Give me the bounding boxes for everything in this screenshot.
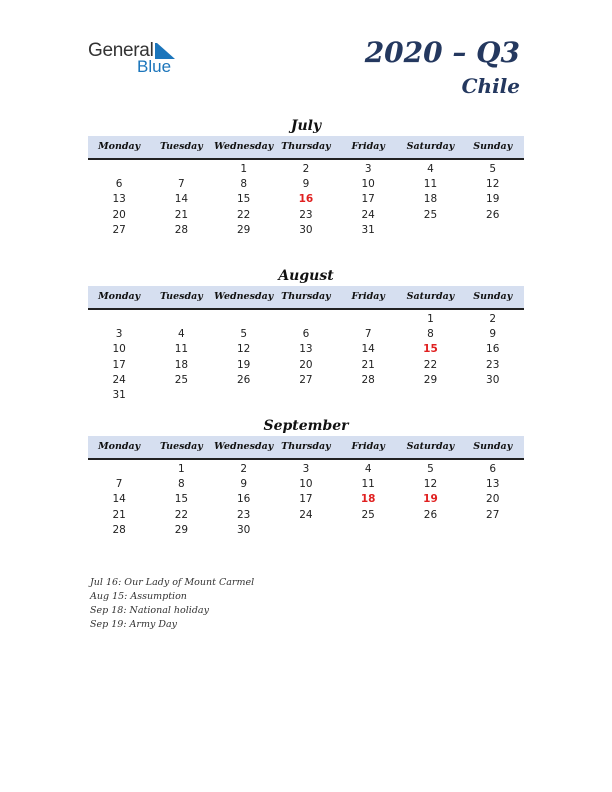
day-cell: 9 — [489, 328, 497, 341]
day-cell: 30 — [486, 373, 500, 386]
weekday-label: Tuesday — [159, 291, 203, 302]
week-row — [88, 523, 524, 538]
week-row — [88, 312, 524, 327]
day-cell — [399, 223, 461, 238]
day-cell: 19 — [236, 358, 251, 371]
day-cell: 3 — [302, 463, 310, 475]
day-cell: 24 — [112, 373, 126, 386]
day-cell: 16 — [236, 493, 251, 506]
holiday-day-cell: 16 — [298, 193, 314, 206]
day-cell: 25 — [174, 373, 189, 386]
weekday-label: Thursday — [281, 291, 331, 302]
weekday-label: Friday — [351, 141, 385, 152]
day-cell: 7 — [115, 478, 123, 491]
holiday-note: Sep 19: Army Day — [90, 619, 177, 630]
day-cell: 28 — [174, 223, 189, 236]
day-cell: 1 — [427, 313, 434, 325]
day-cell: 8 — [427, 328, 434, 341]
day-cell: 22 — [236, 208, 251, 221]
day-cell: 12 — [486, 178, 500, 191]
day-cell: 14 — [174, 193, 189, 206]
day-cell: 10 — [112, 343, 126, 356]
day-cell: 26 — [236, 373, 251, 386]
day-cell: 13 — [299, 343, 313, 356]
weekday-label: Sunday — [473, 291, 513, 302]
day-cell: 29 — [236, 223, 251, 236]
day-cell: 17 — [112, 358, 126, 371]
day-cell: 9 — [240, 478, 247, 491]
holiday-day-cell: 15 — [423, 343, 438, 356]
day-cell — [337, 388, 399, 403]
week-row — [88, 373, 524, 388]
weekday-header — [88, 136, 524, 160]
holiday-note: Jul 16: Our Lady of Mount Carmel — [90, 577, 255, 588]
week-row — [88, 342, 524, 357]
weekday-label: Friday — [351, 441, 385, 452]
day-cell: 28 — [361, 373, 375, 386]
day-cell: 30 — [299, 223, 313, 236]
day-cell: 6 — [115, 178, 123, 191]
day-cell: 7 — [178, 178, 185, 191]
day-cell: 21 — [112, 508, 126, 521]
day-cell: 21 — [174, 208, 189, 221]
day-cell: 25 — [423, 208, 438, 221]
weekday-label: Tuesday — [159, 141, 203, 152]
day-cell: 2 — [489, 313, 497, 325]
day-cell: 24 — [299, 508, 313, 521]
day-cell: 29 — [423, 373, 438, 386]
day-cell — [337, 523, 399, 538]
week-row — [88, 177, 524, 192]
week-row — [88, 477, 524, 492]
day-cell: 3 — [115, 328, 123, 341]
day-cell: 12 — [423, 478, 438, 491]
day-cell: 22 — [174, 508, 189, 521]
weekday-label: Monday — [98, 291, 141, 302]
weekday-label: Wednesday — [214, 441, 274, 452]
day-cell: 25 — [361, 508, 375, 521]
day-cell — [275, 312, 337, 327]
weekday-label: Saturday — [406, 141, 455, 152]
week-row — [88, 358, 524, 373]
weekday-label: Sunday — [473, 141, 513, 152]
logo-text-general: General — [88, 40, 154, 61]
day-cell — [399, 388, 461, 403]
day-cell: 18 — [423, 193, 438, 206]
day-cell: 11 — [423, 178, 438, 191]
day-cell — [337, 312, 399, 327]
day-cell — [213, 388, 275, 403]
weekday-label: Saturday — [406, 291, 455, 302]
weekday-label: Wednesday — [214, 291, 274, 302]
day-cell: 15 — [174, 493, 189, 506]
day-cell: 31 — [112, 388, 126, 401]
week-row — [88, 208, 524, 223]
day-cell: 21 — [361, 358, 375, 371]
week-row — [88, 192, 524, 207]
weekday-label: Saturday — [406, 441, 455, 452]
day-cell: 15 — [236, 193, 251, 206]
week-row — [88, 492, 524, 507]
day-cell: 1 — [240, 163, 247, 175]
day-cell — [275, 523, 337, 538]
day-cell: 18 — [174, 358, 189, 371]
week-row — [88, 462, 524, 477]
day-cell: 14 — [112, 493, 126, 506]
month-august — [88, 266, 524, 403]
day-cell: 4 — [364, 463, 372, 475]
day-cell: 23 — [236, 508, 251, 521]
day-cell: 17 — [361, 193, 375, 206]
day-cell: 13 — [486, 478, 500, 491]
day-cell: 27 — [486, 508, 500, 521]
weekday-label: Monday — [98, 441, 141, 452]
week-row — [88, 388, 524, 403]
day-cell: 20 — [299, 358, 313, 371]
week-row — [88, 508, 524, 523]
weekday-label: Thursday — [281, 141, 331, 152]
day-cell: 28 — [112, 523, 126, 536]
day-cell — [275, 388, 337, 403]
day-cell: 10 — [361, 178, 375, 191]
day-cell: 8 — [178, 478, 185, 491]
day-cell: 2 — [302, 163, 310, 175]
day-cell: 4 — [178, 328, 185, 341]
day-cell: 4 — [427, 163, 434, 175]
day-cell: 27 — [112, 223, 126, 236]
day-cell: 5 — [240, 328, 247, 341]
day-cell: 20 — [112, 208, 126, 221]
month-september — [88, 416, 524, 538]
day-cell: 11 — [174, 343, 189, 356]
day-cell: 9 — [302, 178, 310, 191]
day-cell — [462, 223, 524, 238]
day-cell: 29 — [174, 523, 189, 536]
month-name: July — [290, 118, 322, 134]
weekday-label: Tuesday — [159, 441, 203, 452]
day-cell: 31 — [361, 223, 375, 236]
week-row — [88, 223, 524, 238]
holiday-notes — [90, 576, 254, 632]
logo-text-blue: Blue — [137, 57, 172, 76]
holiday-day-cell: 19 — [423, 493, 438, 506]
day-cell: 7 — [364, 328, 372, 341]
week-row — [88, 327, 524, 342]
day-cell: 5 — [489, 163, 497, 175]
month-name: August — [278, 268, 334, 284]
weekday-label: Thursday — [281, 441, 331, 452]
day-cell: 8 — [240, 178, 247, 191]
holiday-day-cell: 18 — [360, 493, 376, 506]
brand-logo — [88, 40, 198, 80]
day-cell: 26 — [423, 508, 438, 521]
day-cell: 6 — [302, 328, 310, 341]
day-cell: 6 — [489, 463, 497, 475]
day-cell — [150, 388, 212, 403]
day-cell: 13 — [112, 193, 126, 206]
day-cell: 17 — [299, 493, 313, 506]
day-cell — [399, 523, 461, 538]
day-cell — [88, 162, 150, 177]
country-subtitle: Chile — [461, 74, 520, 98]
day-cell: 2 — [240, 463, 247, 475]
day-cell — [88, 312, 150, 327]
day-cell: 30 — [236, 523, 251, 536]
weekday-header — [88, 436, 524, 460]
day-cell — [88, 462, 150, 477]
page-title: 2020 – Q3 — [364, 36, 520, 69]
day-cell: 26 — [486, 208, 500, 221]
day-cell: 23 — [299, 208, 313, 221]
weekday-label: Sunday — [473, 441, 513, 452]
day-cell: 16 — [486, 343, 500, 356]
day-cell: 14 — [361, 343, 375, 356]
month-july — [88, 116, 524, 238]
day-cell: 3 — [364, 163, 372, 175]
weekday-label: Friday — [351, 291, 385, 302]
weekday-label: Wednesday — [214, 141, 274, 152]
day-cell: 12 — [236, 343, 251, 356]
day-cell — [150, 312, 212, 327]
weekday-label: Monday — [98, 141, 141, 152]
holiday-note: Sep 18: National holiday — [90, 605, 209, 616]
day-cell — [213, 312, 275, 327]
week-row — [88, 162, 524, 177]
day-cell: 1 — [178, 463, 185, 475]
holiday-note: Aug 15: Assumption — [90, 591, 187, 602]
day-cell: 23 — [486, 358, 500, 371]
day-cell — [462, 388, 524, 403]
day-cell: 27 — [299, 373, 313, 386]
weekday-header — [88, 286, 524, 310]
day-cell: 10 — [299, 478, 313, 491]
day-cell: 20 — [486, 493, 500, 506]
day-cell: 11 — [361, 478, 375, 491]
day-cell: 19 — [486, 193, 500, 206]
day-cell — [462, 523, 524, 538]
day-cell — [150, 162, 212, 177]
day-cell: 24 — [361, 208, 375, 221]
day-cell: 22 — [423, 358, 438, 371]
day-cell: 5 — [427, 463, 434, 475]
month-name: September — [263, 418, 349, 434]
